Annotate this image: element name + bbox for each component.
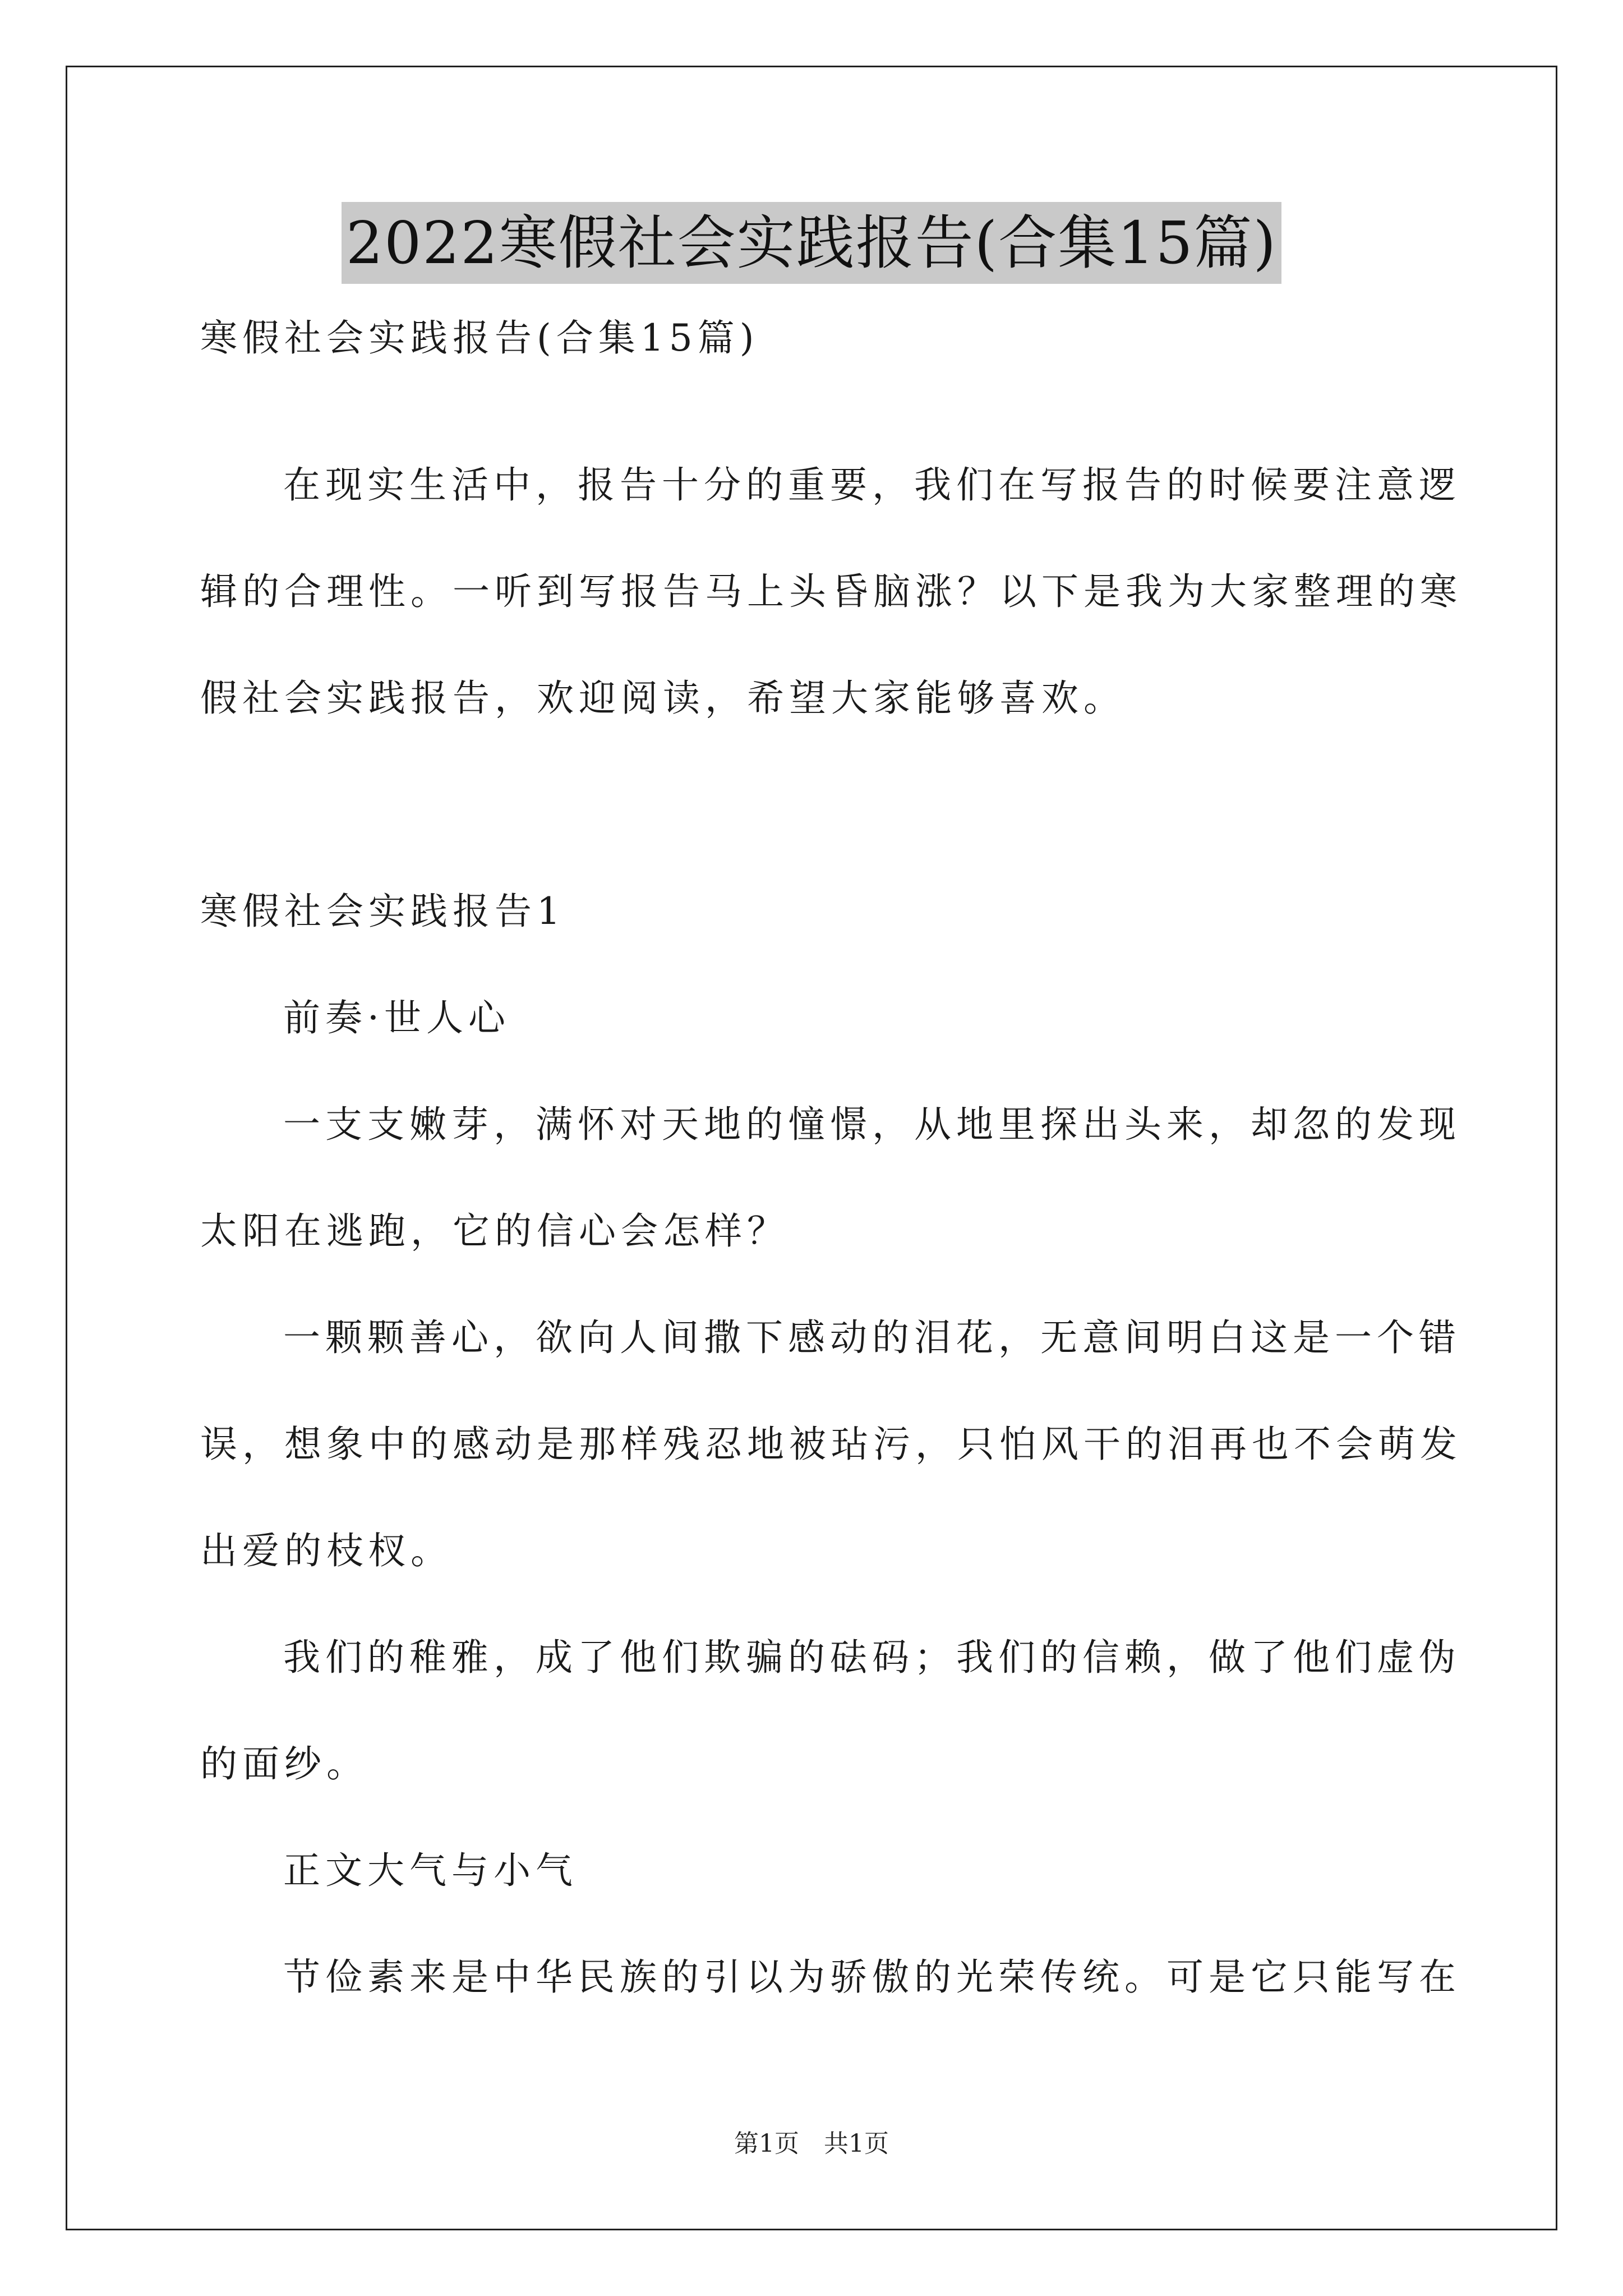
section-title: 寒假社会实践报告1 bbox=[200, 890, 565, 933]
paragraph-3-line-1: 我们的稚雅，成了他们欺骗的砝码；我们的信赖，做了他们虚伪 bbox=[283, 1636, 1461, 1679]
intro-line-2: 辑的合理性。一听到写报告马上头昏脑涨？以下是我为大家整理的寒 bbox=[200, 570, 1462, 613]
paragraph-2-line-2: 误，想象中的感动是那样残忍地被玷污，只怕风干的泪再也不会萌发 bbox=[200, 1423, 1462, 1466]
subtitle: 寒假社会实践报告(合集15篇) bbox=[200, 316, 759, 360]
heading-2: 正文大气与小气 bbox=[283, 1849, 578, 1892]
intro-line-1: 在现实生活中，报告十分的重要，我们在写报告的时候要注意逻 bbox=[283, 463, 1461, 507]
paragraph-1-line-1: 一支支嫩芽，满怀对天地的憧憬，从地里探出头来，却忽的发现 bbox=[283, 1103, 1461, 1146]
intro-line-3: 假社会实践报告，欢迎阅读，希望大家能够喜欢。 bbox=[200, 677, 1126, 720]
page-footer: 第1页 共1页 bbox=[734, 2129, 889, 2158]
paragraph-4-line-1: 节俭素来是中华民族的引以为骄傲的光荣传统。可是它只能写在 bbox=[283, 1955, 1461, 1999]
paragraph-1-line-2: 太阳在逃跑，它的信心会怎样？ bbox=[200, 1209, 789, 1253]
document-title: 2022寒假社会实践报告(合集15篇) bbox=[342, 202, 1281, 284]
heading-1: 前奏·世人心 bbox=[283, 996, 510, 1039]
title-container bbox=[0, 202, 1623, 284]
paragraph-3-line-2: 的面纱。 bbox=[200, 1742, 368, 1786]
paragraph-2-line-1: 一颗颗善心，欲向人间撒下感动的泪花，无意间明白这是一个错 bbox=[283, 1316, 1461, 1359]
paragraph-2-line-3: 出爱的枝杈。 bbox=[200, 1529, 453, 1572]
